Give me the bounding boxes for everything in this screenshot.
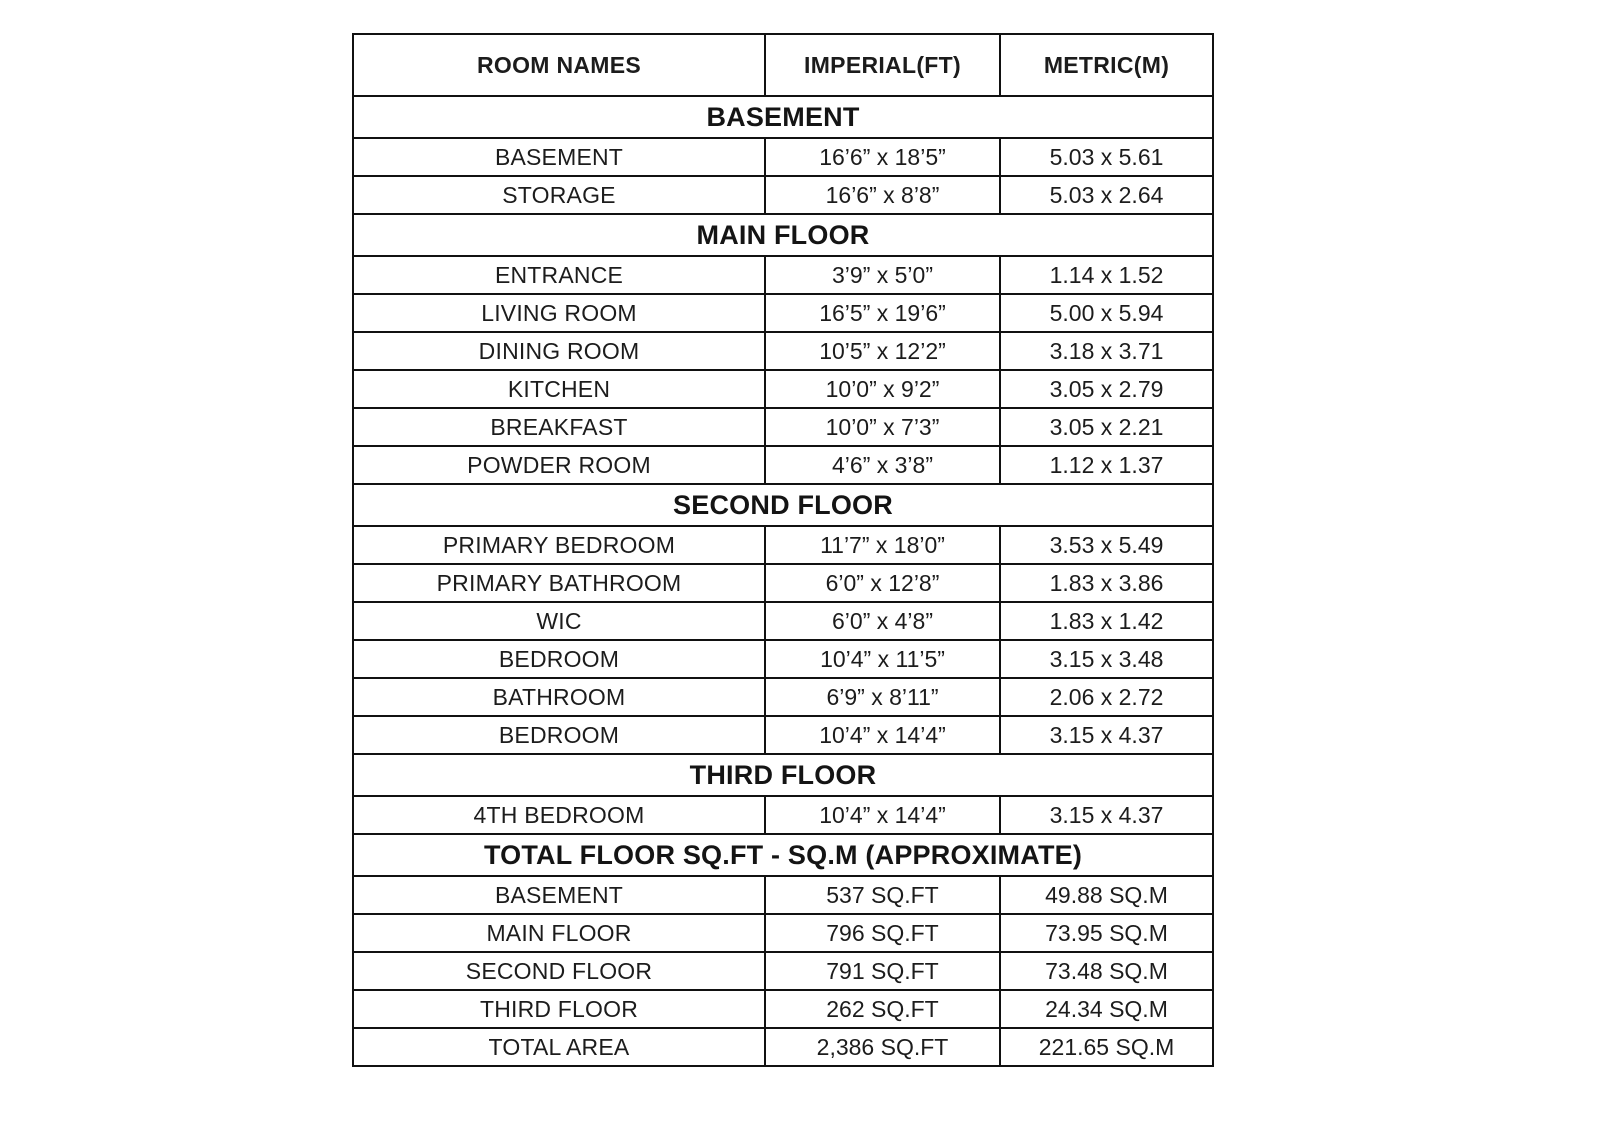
table-row <box>353 138 1213 176</box>
imperial-value-cell: 6’9” x 8’11” <box>765 678 1000 716</box>
imperial-value-cell: 6’0” x 4’8” <box>765 602 1000 640</box>
section-header-row <box>353 214 1213 256</box>
table-row <box>353 526 1213 564</box>
metric-value-cell: 221.65 SQ.M <box>1000 1028 1213 1066</box>
metric-value-cell: 5.03 x 5.61 <box>1000 138 1213 176</box>
table-row <box>353 294 1213 332</box>
room-name-cell: STORAGE <box>353 176 765 214</box>
metric-value-cell: 73.48 SQ.M <box>1000 952 1213 990</box>
table-row <box>353 370 1213 408</box>
room-name-cell: BASEMENT <box>353 138 765 176</box>
imperial-value-cell: 10’4” x 14’4” <box>765 716 1000 754</box>
room-name-cell: MAIN FLOOR <box>353 914 765 952</box>
table-row <box>353 640 1213 678</box>
table-row <box>353 564 1213 602</box>
column-header-metric: METRIC(M) <box>1000 34 1213 96</box>
room-name-cell: TOTAL AREA <box>353 1028 765 1066</box>
table-row <box>353 176 1213 214</box>
imperial-value-cell: 16’6” x 8’8” <box>765 176 1000 214</box>
room-name-cell: POWDER ROOM <box>353 446 765 484</box>
table-body <box>353 96 1213 1066</box>
imperial-value-cell: 10’4” x 14’4” <box>765 796 1000 834</box>
imperial-value-cell: 262 SQ.FT <box>765 990 1000 1028</box>
section-header-row <box>353 754 1213 796</box>
imperial-value-cell: 3’9” x 5’0” <box>765 256 1000 294</box>
section-title: BASEMENT <box>353 96 1213 138</box>
room-name-cell: BEDROOM <box>353 716 765 754</box>
section-title: MAIN FLOOR <box>353 214 1213 256</box>
room-name-cell: PRIMARY BATHROOM <box>353 564 765 602</box>
imperial-value-cell: 11’7” x 18’0” <box>765 526 1000 564</box>
table-row <box>353 678 1213 716</box>
imperial-value-cell: 796 SQ.FT <box>765 914 1000 952</box>
metric-value-cell: 3.15 x 3.48 <box>1000 640 1213 678</box>
metric-value-cell: 3.15 x 4.37 <box>1000 716 1213 754</box>
room-name-cell: PRIMARY BEDROOM <box>353 526 765 564</box>
table-row <box>353 332 1213 370</box>
section-header-row <box>353 96 1213 138</box>
room-name-cell: WIC <box>353 602 765 640</box>
room-name-cell: LIVING ROOM <box>353 294 765 332</box>
section-header-row <box>353 484 1213 526</box>
imperial-value-cell: 10’0” x 9’2” <box>765 370 1000 408</box>
metric-value-cell: 5.03 x 2.64 <box>1000 176 1213 214</box>
section-title: SECOND FLOOR <box>353 484 1213 526</box>
room-name-cell: BATHROOM <box>353 678 765 716</box>
metric-value-cell: 49.88 SQ.M <box>1000 876 1213 914</box>
imperial-value-cell: 791 SQ.FT <box>765 952 1000 990</box>
table-row <box>353 716 1213 754</box>
metric-value-cell: 3.18 x 3.71 <box>1000 332 1213 370</box>
room-name-cell: THIRD FLOOR <box>353 990 765 1028</box>
table-row <box>353 602 1213 640</box>
metric-value-cell: 2.06 x 2.72 <box>1000 678 1213 716</box>
room-name-cell: BEDROOM <box>353 640 765 678</box>
imperial-value-cell: 537 SQ.FT <box>765 876 1000 914</box>
table-row <box>353 796 1213 834</box>
metric-value-cell: 3.53 x 5.49 <box>1000 526 1213 564</box>
imperial-value-cell: 6’0” x 12’8” <box>765 564 1000 602</box>
section-title: THIRD FLOOR <box>353 754 1213 796</box>
metric-value-cell: 3.15 x 4.37 <box>1000 796 1213 834</box>
metric-value-cell: 3.05 x 2.21 <box>1000 408 1213 446</box>
imperial-value-cell: 16’6” x 18’5” <box>765 138 1000 176</box>
table-row <box>353 1028 1213 1066</box>
table-row <box>353 256 1213 294</box>
room-dimensions-table <box>352 33 1214 1067</box>
room-name-cell: DINING ROOM <box>353 332 765 370</box>
table-row <box>353 990 1213 1028</box>
room-name-cell: BREAKFAST <box>353 408 765 446</box>
room-name-cell: KITCHEN <box>353 370 765 408</box>
imperial-value-cell: 16’5” x 19’6” <box>765 294 1000 332</box>
metric-value-cell: 24.34 SQ.M <box>1000 990 1213 1028</box>
imperial-value-cell: 2,386 SQ.FT <box>765 1028 1000 1066</box>
table-row <box>353 876 1213 914</box>
room-name-cell: BASEMENT <box>353 876 765 914</box>
metric-value-cell: 1.12 x 1.37 <box>1000 446 1213 484</box>
metric-value-cell: 1.83 x 1.42 <box>1000 602 1213 640</box>
imperial-value-cell: 10’0” x 7’3” <box>765 408 1000 446</box>
column-header-room-names: ROOM NAMES <box>353 34 765 96</box>
table-row <box>353 914 1213 952</box>
room-name-cell: 4TH BEDROOM <box>353 796 765 834</box>
metric-value-cell: 1.14 x 1.52 <box>1000 256 1213 294</box>
room-name-cell: SECOND FLOOR <box>353 952 765 990</box>
table-row <box>353 408 1213 446</box>
room-name-cell: ENTRANCE <box>353 256 765 294</box>
imperial-value-cell: 4’6” x 3’8” <box>765 446 1000 484</box>
metric-value-cell: 1.83 x 3.86 <box>1000 564 1213 602</box>
imperial-value-cell: 10’4” x 11’5” <box>765 640 1000 678</box>
table-row <box>353 952 1213 990</box>
column-header-row <box>353 34 1213 96</box>
column-header-imperial: IMPERIAL(FT) <box>765 34 1000 96</box>
table-row <box>353 446 1213 484</box>
imperial-value-cell: 10’5” x 12’2” <box>765 332 1000 370</box>
section-header-row <box>353 834 1213 876</box>
metric-value-cell: 5.00 x 5.94 <box>1000 294 1213 332</box>
section-title: TOTAL FLOOR SQ.FT - SQ.M (APPROXIMATE) <box>353 834 1213 876</box>
metric-value-cell: 73.95 SQ.M <box>1000 914 1213 952</box>
metric-value-cell: 3.05 x 2.79 <box>1000 370 1213 408</box>
